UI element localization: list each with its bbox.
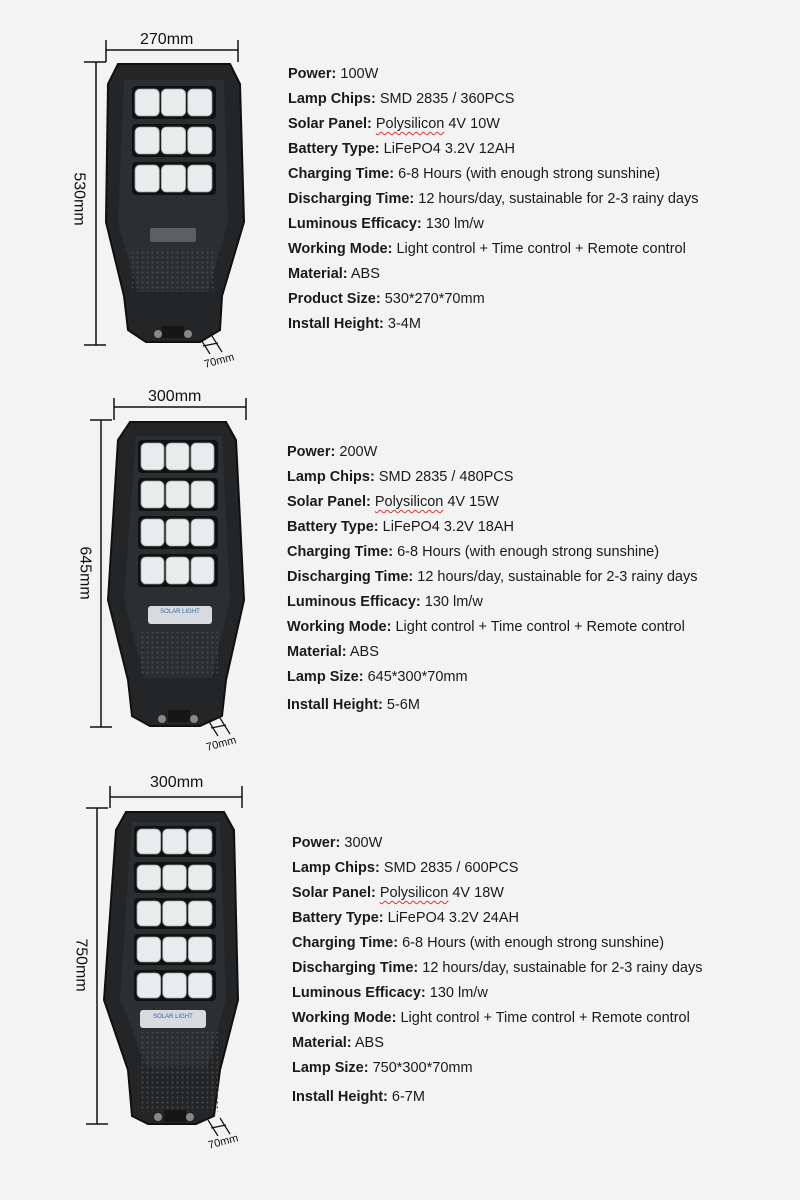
panel-label: SOLAR LIGHT bbox=[160, 609, 200, 615]
led-lens bbox=[141, 557, 164, 584]
spec-value: 130 lm/w bbox=[424, 594, 483, 610]
spec-value-wavy: Polysilicon bbox=[379, 885, 449, 901]
led-lens bbox=[135, 89, 159, 116]
led-lens bbox=[135, 165, 159, 192]
spec-solar-panel bbox=[292, 881, 703, 906]
spec-key: Solar Panel: bbox=[287, 494, 371, 510]
led-lens bbox=[137, 901, 161, 926]
led-lens bbox=[137, 937, 161, 962]
spec-working-mode bbox=[292, 1006, 703, 1031]
spec-value: SMD 2835 / 600PCS bbox=[383, 860, 519, 876]
led-lens bbox=[188, 937, 212, 962]
spec-battery-type bbox=[288, 137, 699, 162]
led-lens bbox=[166, 557, 189, 584]
spec-value: 100W bbox=[340, 66, 379, 82]
spec-value: 530*270*70mm bbox=[384, 291, 485, 307]
spec-key: Working Mode: bbox=[292, 1010, 397, 1026]
spec-key: Product Size: bbox=[288, 291, 381, 307]
spec-solar-panel bbox=[287, 490, 698, 515]
spec-value: 3-4M bbox=[387, 316, 421, 332]
spec-product-size bbox=[288, 287, 699, 312]
spec-value: Light control + Time control + Remote control bbox=[396, 241, 686, 257]
spec-luminous-efficacy bbox=[288, 212, 699, 237]
spec-value: LiFePO4 3.2V 12AH bbox=[383, 141, 516, 157]
spec-value: 130 lm/w bbox=[429, 985, 488, 1001]
spec-value: 750*300*70mm bbox=[372, 1060, 473, 1076]
led-lens bbox=[191, 557, 214, 584]
spec-key: Power: bbox=[288, 66, 337, 82]
spec-install-height bbox=[292, 1085, 703, 1110]
spec-key: Lamp Chips: bbox=[288, 91, 376, 107]
spec-solar-panel bbox=[288, 112, 699, 137]
height-dimension-label: 530mm bbox=[70, 172, 88, 226]
spec-lamp-size bbox=[292, 1056, 703, 1081]
spec-discharging-time bbox=[292, 956, 703, 981]
spec-value: 12 hours/day, sustainable for 2-3 rainy days bbox=[418, 191, 699, 207]
spec-discharging-time bbox=[288, 187, 699, 212]
spec-value: 12 hours/day, sustainable for 2-3 rainy days bbox=[422, 960, 703, 976]
width-dimension-label: 270mm bbox=[140, 31, 194, 48]
spec-value: Light control + Time control + Remote control bbox=[395, 619, 685, 635]
depth-dimension-label: 70mm bbox=[204, 734, 238, 754]
spec-value-wavy: Polysilicon bbox=[375, 116, 445, 132]
led-lens bbox=[161, 89, 185, 116]
led-lens bbox=[161, 127, 185, 154]
spec-charging-time bbox=[288, 162, 699, 187]
spec-value: ABS bbox=[350, 266, 380, 282]
spec-key: Battery Type: bbox=[288, 141, 380, 157]
spec-value: 300W bbox=[344, 835, 383, 851]
spec-key: Material: bbox=[288, 266, 348, 282]
spec-key: Charging Time: bbox=[288, 166, 395, 182]
spec-lamp-size bbox=[287, 665, 698, 690]
spec-value: LiFePO4 3.2V 18AH bbox=[382, 519, 515, 535]
product-section-100w bbox=[0, 0, 800, 380]
spec-key: Lamp Size: bbox=[292, 1060, 369, 1076]
spec-key: Material: bbox=[292, 1035, 352, 1051]
spec-material bbox=[292, 1031, 703, 1056]
spec-value: 6-8 Hours (with enough strong sunshine) bbox=[398, 166, 661, 182]
spec-luminous-efficacy bbox=[287, 590, 698, 615]
led-lens bbox=[141, 443, 164, 470]
led-lens bbox=[188, 127, 212, 154]
led-lens bbox=[137, 973, 161, 998]
spec-key: Charging Time: bbox=[287, 544, 394, 560]
spec-key: Discharging Time: bbox=[288, 191, 415, 207]
spec-key: Luminous Efficacy: bbox=[288, 216, 422, 232]
spec-key: Discharging Time: bbox=[287, 569, 414, 585]
spec-value: 645*300*70mm bbox=[367, 669, 468, 685]
spec-power bbox=[288, 62, 699, 87]
spec-working-mode bbox=[288, 237, 699, 262]
spec-value: ABS bbox=[349, 644, 379, 660]
led-lens bbox=[137, 865, 161, 890]
spec-value: 4V 18W bbox=[448, 885, 504, 901]
spec-value: 12 hours/day, sustainable for 2-3 rainy days bbox=[417, 569, 698, 585]
spec-value: 4V 10W bbox=[444, 116, 500, 132]
spec-value: 6-8 Hours (with enough strong sunshine) bbox=[397, 544, 660, 560]
spec-power bbox=[287, 440, 698, 465]
panel-label: SOLAR LIGHT bbox=[153, 1014, 193, 1020]
spec-value: LiFePO4 3.2V 24AH bbox=[387, 910, 520, 926]
spec-value: ABS bbox=[354, 1035, 384, 1051]
product-section-200w bbox=[0, 380, 800, 770]
height-dimension-label: 750mm bbox=[72, 938, 90, 992]
spec-value: 200W bbox=[339, 444, 378, 460]
spec-key: Discharging Time: bbox=[292, 960, 419, 976]
spec-key: Battery Type: bbox=[287, 519, 379, 535]
spec-list-300w bbox=[292, 831, 703, 1110]
spec-value-wavy: Polysilicon bbox=[374, 494, 444, 510]
spec-key: Lamp Size: bbox=[287, 669, 364, 685]
led-lens bbox=[188, 973, 212, 998]
spec-list-100w bbox=[288, 62, 699, 337]
spec-battery-type bbox=[292, 906, 703, 931]
spec-value: 5-6M bbox=[386, 697, 420, 713]
spec-value: 6-8 Hours (with enough strong sunshine) bbox=[402, 935, 665, 951]
spec-key: Solar Panel: bbox=[292, 885, 376, 901]
led-modules bbox=[134, 826, 216, 1001]
spec-lamp-chips bbox=[292, 856, 703, 881]
led-lens bbox=[141, 481, 164, 508]
led-lens bbox=[188, 165, 212, 192]
spec-key: Working Mode: bbox=[287, 619, 392, 635]
led-lens bbox=[166, 481, 189, 508]
spec-list-200w bbox=[287, 440, 698, 718]
spec-battery-type bbox=[287, 515, 698, 540]
height-dimension-label: 645mm bbox=[76, 546, 94, 600]
spec-key: Solar Panel: bbox=[288, 116, 372, 132]
led-lens bbox=[135, 127, 159, 154]
led-lens bbox=[191, 519, 214, 546]
spec-luminous-efficacy bbox=[292, 981, 703, 1006]
spec-install-height bbox=[287, 693, 698, 718]
depth-dimension-label: 70mm bbox=[206, 1132, 240, 1152]
led-lens bbox=[163, 901, 187, 926]
led-modules bbox=[132, 86, 216, 195]
spec-key: Material: bbox=[287, 644, 347, 660]
spec-charging-time bbox=[287, 540, 698, 565]
depth-dimension-label: 70mm bbox=[202, 351, 236, 371]
spec-key: Power: bbox=[287, 444, 336, 460]
spec-working-mode bbox=[287, 615, 698, 640]
spec-key: Lamp Chips: bbox=[292, 860, 380, 876]
led-lens bbox=[188, 89, 212, 116]
led-lens bbox=[141, 519, 164, 546]
spec-key: Working Mode: bbox=[288, 241, 393, 257]
spec-value: 4V 15W bbox=[443, 494, 499, 510]
spec-install-height bbox=[288, 312, 699, 337]
led-lens bbox=[163, 937, 187, 962]
product-section-300w bbox=[0, 770, 800, 1200]
spec-power bbox=[292, 831, 703, 856]
led-lens bbox=[188, 901, 212, 926]
spec-lamp-chips bbox=[287, 465, 698, 490]
led-lens bbox=[161, 165, 185, 192]
spec-value: 6-7M bbox=[391, 1089, 425, 1105]
spec-key: Charging Time: bbox=[292, 935, 399, 951]
led-lens bbox=[163, 865, 187, 890]
led-lens bbox=[166, 443, 189, 470]
led-lens bbox=[188, 829, 212, 854]
spec-charging-time bbox=[292, 931, 703, 956]
spec-value: 130 lm/w bbox=[425, 216, 484, 232]
spec-key: Lamp Chips: bbox=[287, 469, 375, 485]
spec-key: Luminous Efficacy: bbox=[287, 594, 421, 610]
spec-key: Install Height: bbox=[287, 697, 383, 713]
spec-key: Install Height: bbox=[288, 316, 384, 332]
spec-discharging-time bbox=[287, 565, 698, 590]
width-dimension-label: 300mm bbox=[148, 388, 202, 405]
led-lens bbox=[191, 481, 214, 508]
led-lens bbox=[188, 865, 212, 890]
led-lens bbox=[163, 829, 187, 854]
led-lens bbox=[137, 829, 161, 854]
led-lens bbox=[163, 973, 187, 998]
width-dimension-label: 300mm bbox=[150, 774, 204, 791]
spec-key: Install Height: bbox=[292, 1089, 388, 1105]
spec-key: Power: bbox=[292, 835, 341, 851]
spec-value: SMD 2835 / 480PCS bbox=[378, 469, 514, 485]
grille-pattern bbox=[132, 248, 216, 292]
spec-key: Battery Type: bbox=[292, 910, 384, 926]
led-lens bbox=[166, 519, 189, 546]
spec-value: SMD 2835 / 360PCS bbox=[379, 91, 515, 107]
spec-lamp-chips bbox=[288, 87, 699, 112]
spec-key: Luminous Efficacy: bbox=[292, 985, 426, 1001]
spec-material bbox=[288, 262, 699, 287]
spec-value: Light control + Time control + Remote control bbox=[400, 1010, 690, 1026]
led-lens bbox=[191, 443, 214, 470]
spec-material bbox=[287, 640, 698, 665]
